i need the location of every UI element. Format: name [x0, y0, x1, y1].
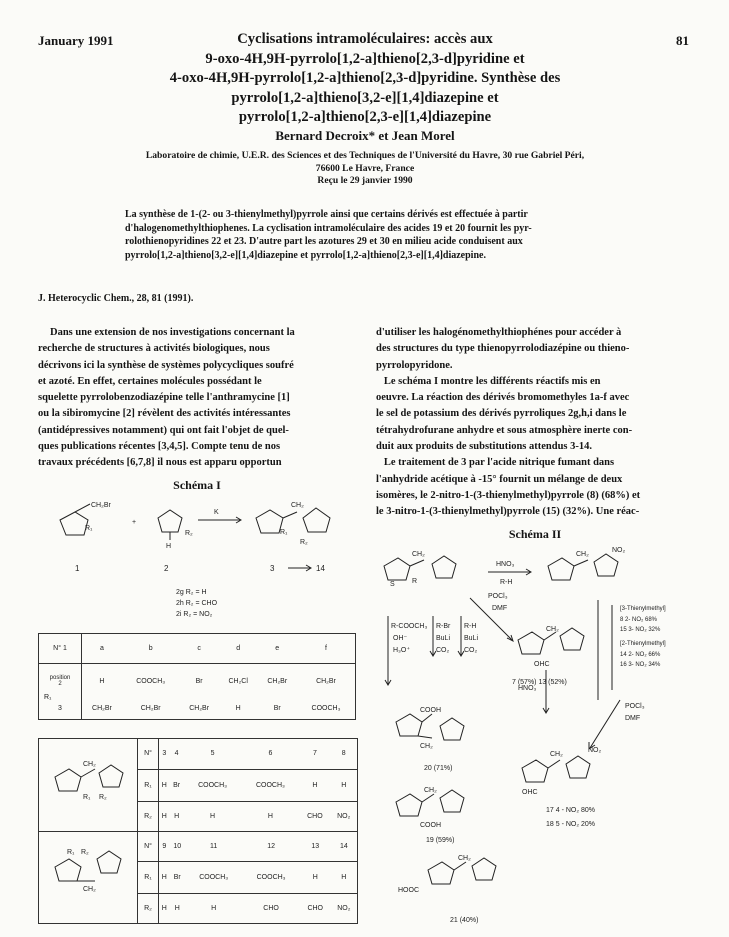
table-cell: 3: [162, 750, 167, 758]
reagent-oh: OH⁻: [393, 635, 408, 642]
nh-label: H: [166, 543, 172, 550]
received-date: Reçu le 29 janvier 1990: [317, 175, 413, 186]
table-cell: Br: [273, 705, 281, 713]
reagent-buli: BuLi: [436, 635, 451, 642]
ch2br-label: CH₂Br: [91, 502, 111, 509]
compound-20: 20 (71%): [424, 765, 453, 772]
table-cell: R₁: [138, 769, 159, 801]
paragraph-line: recherche de structures à activités biologiques, nous: [38, 343, 270, 355]
table-cell: H: [312, 873, 318, 881]
schema-1-title: Schéma I: [173, 478, 221, 492]
substituent-2g: 2g R₂ = H: [176, 589, 207, 596]
paragraph-line: le 3-nitro-1-(3-thienylmethyl)pyrrole (15) (32%). Une réac-: [376, 506, 640, 518]
reagent-h3o: H₃O⁺: [393, 647, 411, 654]
hooc-label: HOOC: [398, 887, 419, 894]
table-cell: H: [341, 781, 347, 789]
table-cell: 14: [339, 843, 348, 851]
table-cell: H: [99, 677, 105, 685]
title-line: 9-oxo-4H,9H-pyrrolo[1,2-a]thieno[2,3-d]pyridine et: [205, 50, 525, 67]
table-cell: NO₂: [337, 812, 351, 820]
table-cell: CHO: [263, 904, 279, 912]
table-cell: CH₂Br: [92, 705, 112, 713]
table-cell: 4: [174, 750, 179, 758]
ch2-label: CH₂: [412, 551, 425, 558]
no2-label: NO₂: [588, 747, 602, 754]
table-cell: R₂: [138, 893, 159, 923]
table-cell: Br: [195, 677, 203, 685]
compound-3: 3: [270, 564, 275, 573]
table-cell: COOCH₃: [198, 781, 227, 789]
title-line: pyrrolo[1,2-a]thieno[3,2-e][1,4]diazepine et: [231, 89, 499, 106]
cho-label: OHC: [534, 661, 550, 668]
reagent-k: K: [214, 509, 219, 516]
paragraph-line: pyrrolopyridone.: [376, 359, 453, 371]
table-cell: COOCH₃: [199, 873, 229, 881]
table-cell: H: [174, 904, 180, 912]
r1-row-label: R₁: [44, 694, 52, 701]
position-value: 2: [58, 681, 62, 688]
paragraph-line: Dans une extension de nos investigations concernant la: [50, 327, 295, 338]
r1-label: R₁: [280, 529, 288, 536]
table-cell: 9: [162, 843, 167, 851]
journal-citation: J. Heterocyclic Chem., 28, 81 (1991).: [38, 293, 194, 304]
reagent-rh: R-H: [464, 623, 477, 630]
table-cell: H: [235, 705, 241, 713]
reagent-pocl3: POCl₃: [625, 703, 645, 710]
ch2-label: CH₂: [576, 551, 589, 558]
compound-17: 17 4 - NO₂ 80%: [546, 807, 596, 814]
cho-label: OHC: [522, 789, 538, 796]
table-cell: CH₂Br: [267, 677, 288, 685]
abstract-line: pyrrolo[1,2-a]thieno[3,2-e][1,4]diazepine et pyrrolo[1,2-a]thieno[2,3-e][1,4]diazepine.: [125, 249, 486, 261]
table-cell: CH₂Br: [316, 677, 336, 685]
paragraph-line: travaux précédents [6,7,8] il nous est apparu opportun: [38, 457, 282, 469]
side-table-line: 8 2- NO₂ 68%: [620, 617, 658, 623]
table-cell: COOCH₃: [255, 781, 285, 789]
issue-date: January 1991: [38, 33, 114, 48]
paragraph-line: duit aux produits de substitutions attendus 3-14.: [376, 441, 592, 453]
table-cell: H: [312, 781, 318, 789]
table-header-cell: N° 1: [39, 634, 82, 664]
table-cell: COOCH₃: [136, 677, 166, 685]
reagent-pocl3: POCl₃: [488, 593, 508, 600]
table-cell: H: [174, 812, 180, 820]
side-table-line: 14 2- NO₂ 66%: [620, 652, 661, 658]
s-label: S: [390, 581, 395, 588]
table-cell: 11: [210, 843, 218, 851]
table-cell: CH₂Br: [189, 705, 210, 713]
ch2-label: CH₂: [83, 761, 96, 768]
paragraph-line: tétrahydrofurane anhydre et sous atmosphère inerte con-: [376, 424, 633, 436]
table-cell: 13: [311, 843, 320, 851]
table-header-cell: c: [197, 645, 201, 652]
reagent-buli: BuLi: [464, 635, 479, 642]
compound-7-13: 7 (57%) 13 (52%): [512, 679, 567, 686]
paragraph-line: ou la sibiromycine [2] révèlent des activités intéressantes: [38, 408, 291, 420]
position-label: position: [49, 675, 71, 682]
r2-label: R₂: [81, 849, 89, 856]
title-line: Cyclisations intramoléculaires: accès aux: [237, 31, 493, 47]
compound-1: 1: [75, 564, 80, 573]
authors: Bernard Decroix* et Jean Morel: [275, 128, 455, 143]
compound-18: 18 5 - NO₂ 20%: [546, 821, 596, 828]
ch2-label: CH₂: [546, 626, 559, 633]
side-table-line: 16 3- NO₂ 34%: [620, 662, 661, 668]
abstract-line: rolothienopyridines 22 et 23. D'autre part les azotures 29 et 30 en milieu acide conduisent aux: [125, 236, 523, 247]
substituent-2h: 2h R₂ = CHO: [176, 600, 218, 607]
table-cell: R₁: [138, 862, 159, 894]
table-cell: Br: [173, 873, 181, 881]
ch2-label: CH₂: [291, 502, 304, 509]
table-cell: COOCH₃: [311, 705, 341, 713]
table-header-cell: a: [100, 645, 104, 652]
paragraph-line: oeuvre. La réaction des dérivés bromomethyles 1a-f avec: [376, 392, 630, 404]
table-cell: R₂: [138, 801, 159, 831]
reagent-hno3: HNO₃: [518, 685, 537, 692]
affiliation-line: 76600 Le Havre, France: [315, 162, 415, 174]
paragraph-line: Le schéma I montre les différents réactifs mis en: [376, 375, 601, 387]
abstract-line: La synthèse de 1-(2- ou 3-thienylmethyl)pyrrole ainsi que certains dérivés est effectuée à partir: [125, 209, 528, 220]
compound-19: 19 (59%): [426, 837, 455, 844]
table-cell: H: [210, 812, 216, 820]
reagent-co2: CO₂: [464, 647, 478, 654]
affiliation-line: Laboratoire de chimie, U.E.R. des Sciences et des Techniques de l'Université du Havre, 30 rue Gabriel Péri,: [145, 150, 585, 161]
ch2-label: CH₂: [458, 855, 471, 862]
paragraph-line: (antidépressives notamment) qui ont fait l'objet de quel-: [38, 424, 289, 436]
reagent-hno3: HNO₃: [496, 561, 515, 568]
table-cell: CHO: [307, 904, 323, 912]
paragraph-line: décrivons ici la synthèse de systèmes polycycliques soufré: [38, 359, 294, 371]
compound-2: 2: [164, 564, 169, 573]
table-cell: 10: [173, 843, 182, 851]
table-cell: H: [161, 812, 167, 820]
table-cell: H: [341, 873, 347, 881]
r-label: R: [412, 578, 418, 585]
cooh-label: COOH: [420, 822, 441, 829]
table-cell: H: [211, 904, 217, 912]
table-cell: CH₂Cl: [228, 677, 248, 685]
table-header-cell: e: [275, 645, 280, 652]
no2-label: NO₂: [612, 547, 626, 554]
table-cell: 12: [267, 843, 275, 851]
table-cell: 5: [210, 750, 215, 758]
ch2-label: CH₂: [424, 787, 437, 794]
table-cell: 7: [312, 750, 317, 758]
ch2-label: CH₂: [550, 751, 563, 758]
ch2-label: CH₂: [420, 743, 433, 750]
table-header-cell: d: [236, 645, 241, 652]
paragraph-line: des structures du type thienopyrrolodiazépine ou thieno-: [376, 343, 630, 355]
page-number: 81: [676, 33, 689, 48]
reagent-dmf: DMF: [625, 715, 641, 722]
r2-label: R₂: [300, 539, 308, 546]
table-cell: CH₂Br: [140, 705, 161, 713]
plus-sign: +: [132, 519, 137, 526]
compound-14: 14: [316, 564, 325, 573]
table-cell: H: [161, 781, 167, 789]
reagent-rcooch3: R-COOCH₃: [391, 623, 428, 630]
table-cell: N°: [138, 739, 159, 769]
r2-label: R₂: [99, 794, 107, 801]
reagent-co2: CO₂: [436, 647, 450, 654]
table-cell: 6: [268, 750, 273, 758]
table-cell: Br: [173, 781, 181, 789]
paragraph-line: et azoté. En effet, certaines molécules possédant le: [38, 375, 262, 387]
table-cell: 8: [341, 750, 346, 758]
table-header-cell: b: [148, 645, 153, 652]
ch2-label: CH₂: [83, 886, 96, 893]
table-cell: H: [161, 873, 167, 881]
compound-21: 21 (40%): [450, 917, 479, 924]
title-line: pyrrolo[1,2-a]thieno[2,3-e][1,4]diazepine: [238, 109, 492, 125]
table-cell: CHO: [307, 812, 323, 820]
table-cell: COOCH₃: [256, 873, 286, 881]
substituent-2i: 2i R₂ = NO₂: [176, 611, 213, 618]
side-table-line: [3-Thienylmethyl]: [620, 606, 666, 612]
paragraph-line: l'anhydride acétique à -15° fournit un mélange de deux: [376, 473, 623, 485]
cooh-label: COOH: [420, 707, 441, 714]
paragraph-line: Le traitement de 3 par l'acide nitrique fumant dans: [376, 457, 615, 469]
r1-label: R₁: [85, 525, 93, 532]
schema-2-title: Schéma II: [508, 527, 562, 541]
table-cell: N°: [138, 832, 159, 862]
abstract-line: d'halogenomethylthiophenes. La cyclisation intramoléculaire des acides 19 et 20 fournit les pyr-: [125, 222, 532, 234]
r1-label: R₁: [83, 794, 91, 801]
title-line: 4-oxo-4H,9H-pyrrolo[1,2-a]thieno[2,3-d]pyridine. Synthèse des: [169, 70, 561, 86]
r1-label: R₁: [67, 849, 75, 856]
reagent-dmf: DMF: [492, 605, 508, 612]
reagent-rh: R-H: [500, 579, 513, 586]
paragraph-line: isomères, le 2-nitro-1-(3-thienylmethyl)pyrrole (8) (68%) et: [376, 489, 641, 501]
side-table-line: 15 3- NO₂ 32%: [620, 627, 661, 633]
r2-label: R₂: [185, 530, 193, 537]
paragraph-line: ques publications récentes [3,4,5]. Compte tenu de nos: [38, 441, 281, 453]
table-cell: H: [161, 904, 167, 912]
side-table-line: [2-Thienylmethyl]: [620, 641, 666, 647]
table-cell: NO₂: [337, 904, 351, 912]
paragraph-line: le sel de potassium des dérivés pyrroliques 2g,h,i dans le: [376, 408, 627, 420]
table-row-label: 3: [39, 699, 82, 720]
paragraph-line: d'utiliser les halogénomethylthiophénes pour accéder à: [376, 327, 622, 338]
table-header-cell: f: [325, 645, 327, 652]
paragraph-line: squelette pyrrolobenzodiazépine telle l'anthramycine [1]: [38, 392, 290, 404]
reagent-rbr: R-Br: [436, 623, 451, 630]
table-cell: H: [267, 812, 273, 820]
